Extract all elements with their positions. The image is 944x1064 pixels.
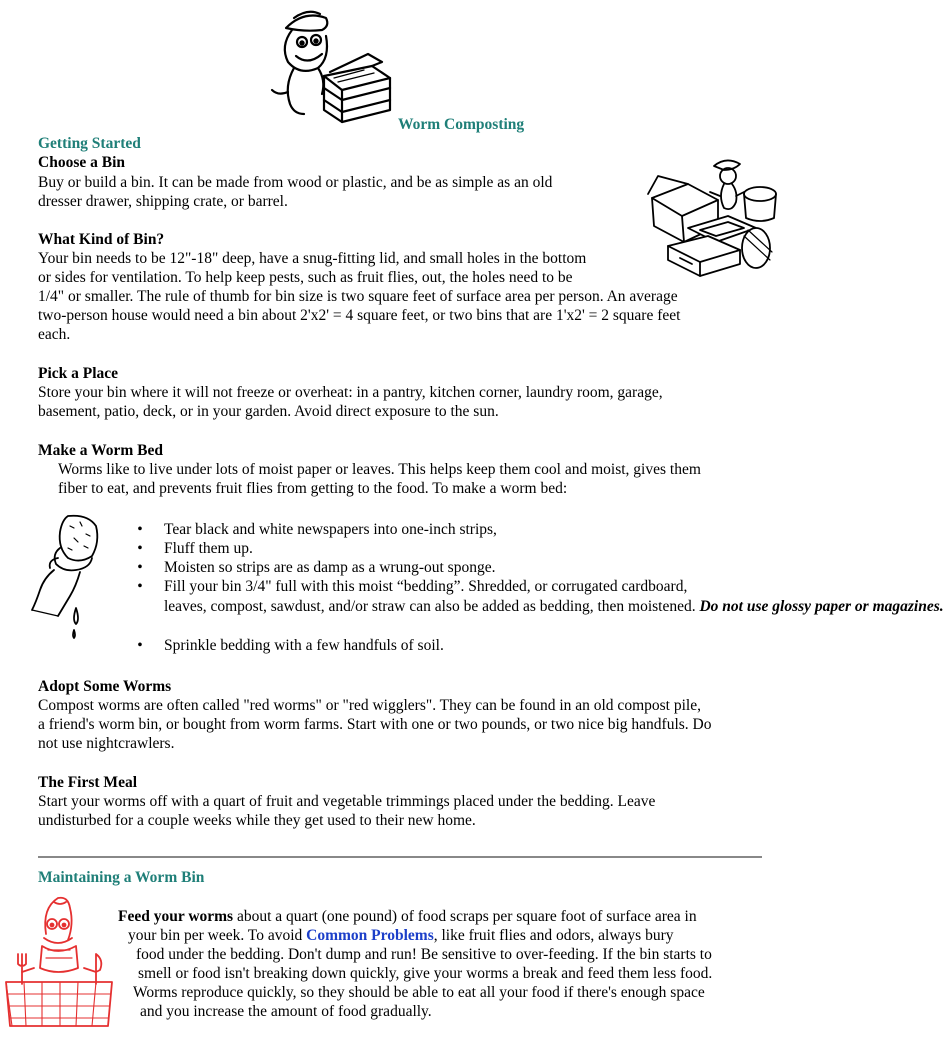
paragraph-line: or sides for ventilation. To help keep pests, such as fruit flies, out, the holes need to be bbox=[38, 269, 573, 286]
bullet-item: Fill your bin 3/4" full with this moist “bedding”. Shredded, or corrugated cardboard, bbox=[164, 578, 688, 595]
heading-choose-bin: Choose a Bin bbox=[38, 154, 125, 171]
paragraph-line: two-person house would need a bin about 2'x2' = 4 square feet, or two bins that are 1'x2' = 2 square feet bbox=[38, 307, 681, 324]
bullet-text: leaves, compost, sawdust, and/or straw can also be added as bedding, then moistened. bbox=[164, 598, 696, 615]
paragraph-line: Worms like to live under lots of moist paper or leaves. This helps keep them cool and moist, gives them bbox=[58, 461, 701, 478]
paragraph-line: a friend's worm bin, or bought from worm farms. Start with one or two pounds, or two nice big handfuls. Do bbox=[38, 716, 712, 733]
common-problems-link[interactable]: Common Problems bbox=[306, 927, 434, 944]
heading-adopt-worms: Adopt Some Worms bbox=[38, 678, 172, 695]
worm-eating-illustration bbox=[4, 894, 116, 1030]
paragraph-line: Store your bin where it will not freeze or overheat: in a pantry, kitchen corner, laundry room, garage, bbox=[38, 384, 663, 401]
paragraph-line: Worms reproduce quickly, so they should be able to eat all your food if there's enough space bbox=[133, 984, 705, 1001]
worm-bins-illustration bbox=[648, 156, 778, 280]
paragraph-text: , like fruit flies and odors, always bury bbox=[433, 927, 674, 944]
paragraph-line: dresser drawer, shipping crate, or barrel. bbox=[38, 193, 288, 210]
page-title: Worm Composting bbox=[398, 116, 525, 133]
paragraph-line bbox=[128, 926, 674, 945]
bullet-emphasis: Do not use glossy paper or magazines. bbox=[699, 598, 944, 615]
paragraph-line: Buy or build a bin. It can be made from wood or plastic, and be as simple as an old bbox=[38, 174, 553, 191]
paragraph-line: basement, patio, deck, or in your garden. Avoid direct exposure to the sun. bbox=[38, 403, 499, 420]
paragraph-line: each. bbox=[38, 326, 71, 343]
section-heading-maintaining: Maintaining a Worm Bin bbox=[38, 869, 205, 886]
bullet-item: Fluff them up. bbox=[164, 540, 253, 557]
hand-squeezing-sponge-illustration bbox=[30, 512, 106, 644]
heading-first-meal: The First Meal bbox=[38, 774, 138, 791]
paragraph-line: smell or food isn't breaking down quickly, give your worms a break and feed them less food. bbox=[138, 965, 713, 982]
paragraph-line: Compost worms are often called "red worms" or "red wigglers". They can be found in an old compost pile, bbox=[38, 697, 701, 714]
section-divider bbox=[38, 856, 762, 858]
paragraph-line: 1/4" or smaller. The rule of thumb for bin size is two square feet of surface area per person. An average bbox=[38, 288, 678, 305]
bullet-marker: • bbox=[137, 540, 143, 557]
worm-mascot-crate-illustration bbox=[264, 6, 394, 124]
bullet-item-continued bbox=[164, 597, 944, 616]
heading-pick-place: Pick a Place bbox=[38, 365, 119, 382]
bullet-marker: • bbox=[137, 521, 143, 538]
paragraph-line: Start your worms off with a quart of fruit and vegetable trimmings placed under the bedding. Leave bbox=[38, 793, 656, 810]
paragraph-line: Your bin needs to be 12"-18" deep, have a snug-fitting lid, and small holes in the bottom bbox=[38, 250, 587, 267]
paragraph-line: and you increase the amount of food gradually. bbox=[140, 1003, 432, 1020]
paragraph-line: undisturbed for a couple weeks while they get used to their new home. bbox=[38, 812, 476, 829]
paragraph-line: food under the bedding. Don't dump and run! Be sensitive to over-feeding. If the bin starts to bbox=[136, 946, 712, 963]
bullet-marker: • bbox=[137, 559, 143, 576]
paragraph-line bbox=[118, 907, 697, 926]
paragraph-text: your bin per week. To avoid bbox=[128, 927, 307, 944]
heading-what-kind: What Kind of Bin? bbox=[38, 231, 165, 248]
bullet-item: Tear black and white newspapers into one-inch strips, bbox=[164, 521, 497, 538]
feed-worms-emphasis: Feed your worms bbox=[118, 908, 234, 925]
bullet-item: Sprinkle bedding with a few handfuls of soil. bbox=[164, 637, 444, 654]
section-heading-getting-started: Getting Started bbox=[38, 135, 141, 152]
heading-worm-bed: Make a Worm Bed bbox=[38, 442, 163, 459]
paragraph-line: fiber to eat, and prevents fruit flies from getting to the food. To make a worm bed: bbox=[58, 480, 568, 497]
bullet-marker: • bbox=[137, 637, 143, 654]
paragraph-text: about a quart (one pound) of food scraps per square foot of surface area in bbox=[233, 908, 697, 925]
paragraph-line: not use nightcrawlers. bbox=[38, 735, 175, 752]
bullet-item: Moisten so strips are as damp as a wrung-out sponge. bbox=[164, 559, 496, 576]
bullet-marker: • bbox=[137, 578, 143, 595]
